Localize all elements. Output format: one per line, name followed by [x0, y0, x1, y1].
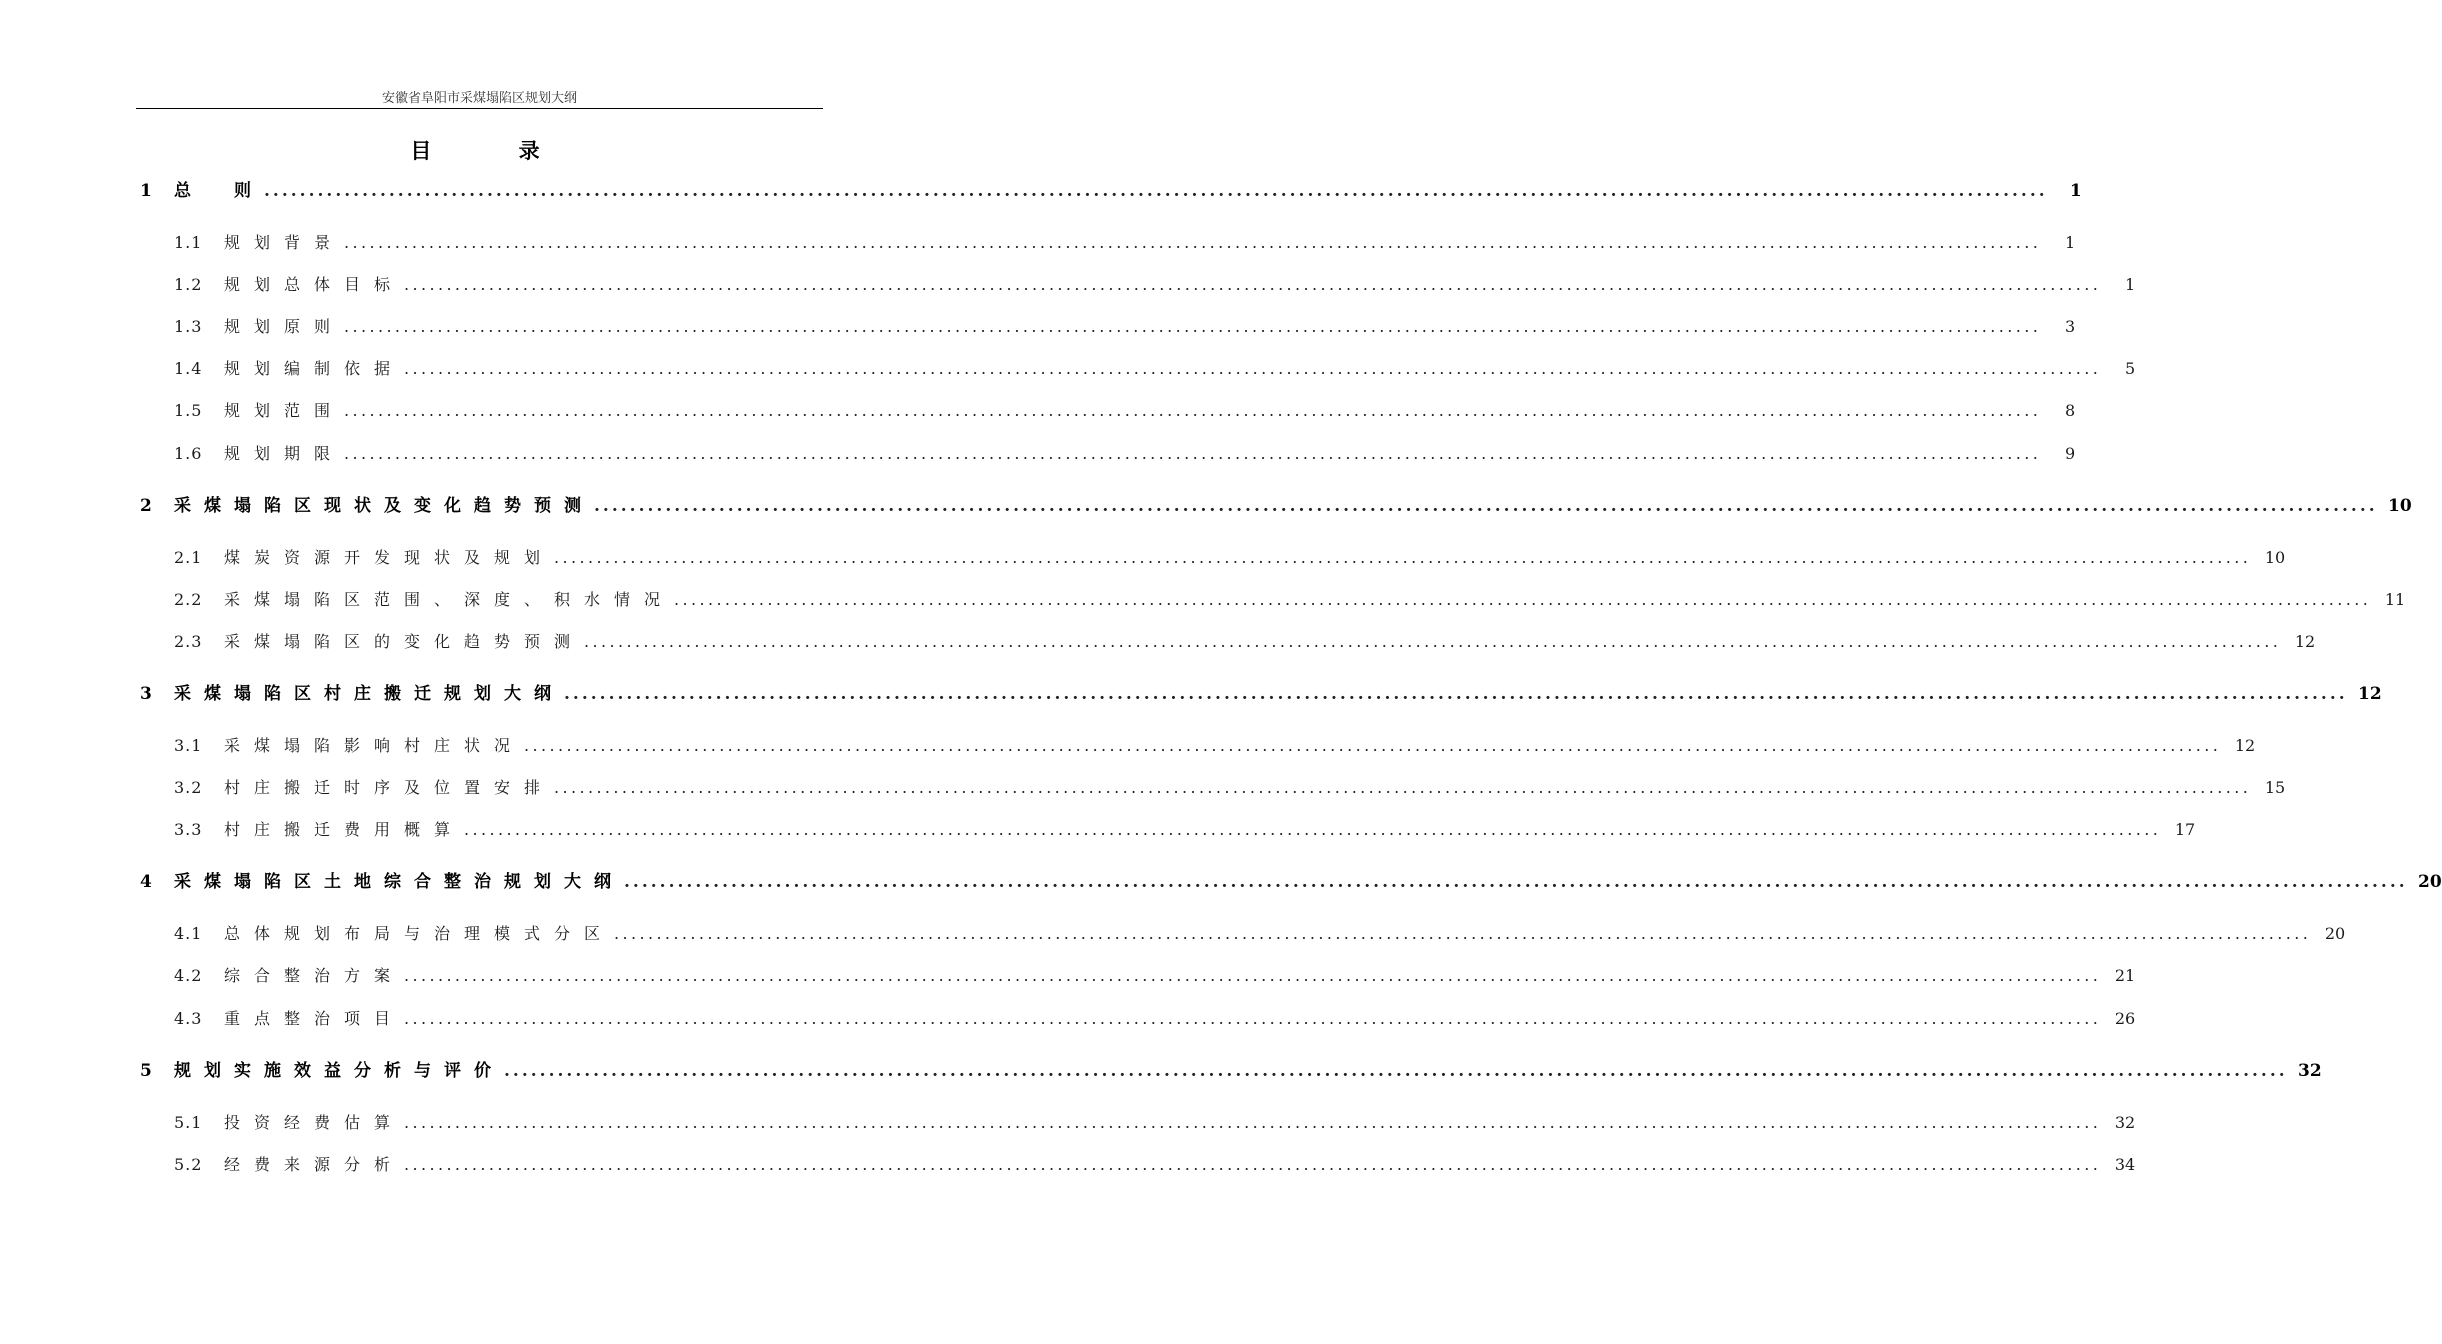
toc-entry-title: 采煤塌陷区的变化趋势预测 [224, 632, 585, 651]
toc-entry-number: 4.3 [174, 1009, 203, 1028]
toc-entry-2-3[interactable] [174, 629, 2316, 655]
toc-leader-dots: ........................................................................................................................................................................................................ [614, 924, 2312, 943]
toc-leader-dots: ........................................................................................................................................................................................................ [554, 548, 2252, 567]
toc-leader-dots: ........................................................................................................................................................................................................ [554, 778, 2252, 797]
toc-entry-number: 4.2 [174, 966, 203, 985]
page-header: 安徽省阜阳市采煤塌陷区规划大纲 [381, 91, 577, 106]
toc-leader-dots: ........................................................................................................................................................................................................ [594, 496, 2378, 516]
toc-entry-number: 1.4 [174, 359, 203, 378]
toc-entry-1-4[interactable] [174, 356, 2136, 382]
toc-entry-number: 3.1 [174, 736, 203, 755]
toc-leader-dots: ........................................................................................................................................................................................................ [264, 181, 2048, 201]
toc-leader-dots: ........................................................................................................................................................................................................ [564, 684, 2348, 704]
toc-entry-title: 村庄搬迁时序及位置安排 [224, 778, 555, 797]
toc-entry-page: 34 [2114, 1155, 2136, 1174]
toc-entry-1-3[interactable] [174, 314, 2076, 340]
toc-entry-3-3[interactable] [174, 817, 2196, 843]
toc-entry-number: 2.2 [174, 590, 203, 609]
toc-leader-dots: ........................................................................................................................................................................................................ [404, 1113, 2102, 1132]
toc-entry-title: 投资经费估算 [224, 1113, 405, 1132]
toc-entry-page: 3 [2065, 317, 2076, 336]
toc-entry-number: 1.5 [174, 401, 203, 420]
toc-entry-number: 2.1 [174, 548, 203, 567]
toc-entry-page: 5 [2125, 359, 2136, 378]
toc-leader-dots: ........................................................................................................................................................................................................ [524, 736, 2222, 755]
toc-entry-number: 2 [140, 496, 152, 516]
toc-leader-dots: ........................................................................................................................................................................................................ [344, 401, 2042, 420]
toc-entry-title: 规划总体目标 [224, 275, 405, 294]
toc-entry-page: 12 [2234, 736, 2256, 755]
toc-leader-dots: ........................................................................................................................................................................................................ [344, 317, 2042, 336]
toc-entry-1-1[interactable] [174, 230, 2076, 256]
toc-entry-1-5[interactable] [174, 398, 2076, 424]
toc-entry-page: 11 [2384, 590, 2406, 609]
toc-entry-number: 3.2 [174, 778, 203, 797]
toc-leader-dots: ........................................................................................................................................................................................................ [404, 1009, 2102, 1028]
toc-entry-number: 4 [140, 872, 152, 892]
toc-entry-number: 3 [140, 684, 152, 704]
toc-entry-page: 15 [2264, 778, 2286, 797]
toc-entry-1-2[interactable] [174, 272, 2136, 298]
toc-entry-page: 17 [2174, 820, 2196, 839]
toc-entry-page: 20 [2324, 924, 2346, 943]
toc-entry-title: 采煤塌陷区土地综合整治规划大纲 [174, 872, 624, 892]
toc-entry-page: 1 [2125, 275, 2136, 294]
toc-leader-dots: ........................................................................................................................................................................................................ [624, 872, 2408, 892]
toc-leader-dots: ........................................................................................................................................................................................................ [344, 233, 2042, 252]
toc-entry-title: 总 则 [174, 181, 264, 201]
toc-entry-page: 32 [2298, 1061, 2322, 1081]
toc-entry-page: 26 [2114, 1009, 2136, 1028]
toc-leader-dots: ........................................................................................................................................................................................................ [504, 1061, 2288, 1081]
toc-entry-page: 32 [2114, 1113, 2136, 1132]
toc-title: 目 录 [410, 138, 580, 163]
toc-entry-1-6[interactable] [174, 441, 2076, 467]
toc-entry-number: 1.2 [174, 275, 203, 294]
toc-entry-page: 1 [2069, 181, 2082, 201]
toc-entry-3-1[interactable] [174, 733, 2256, 759]
toc-entry-title: 规划期限 [224, 444, 345, 463]
toc-entry-title: 规划原则 [224, 317, 345, 336]
toc-entry-title: 采煤塌陷影响村庄状况 [224, 736, 525, 755]
toc-entry-title: 经费来源分析 [224, 1155, 405, 1174]
toc-entry-title: 村庄搬迁费用概算 [224, 820, 465, 839]
toc-entry-number: 5 [140, 1061, 152, 1081]
toc-leader-dots: ........................................................................................................................................................................................................ [674, 590, 2372, 609]
toc-entry-5-1[interactable] [174, 1110, 2136, 1136]
toc-leader-dots: ........................................................................................................................................................................................................ [404, 1155, 2102, 1174]
toc-entry-title: 采煤塌陷区村庄搬迁规划大纲 [174, 684, 564, 704]
toc-entry-page: 21 [2114, 966, 2136, 985]
toc-entry-2[interactable] [140, 493, 2412, 519]
toc-entry-title: 重点整治项目 [224, 1009, 405, 1028]
toc-entry-page: 9 [2065, 444, 2076, 463]
toc-entry-3-2[interactable] [174, 775, 2286, 801]
toc-entry-page: 12 [2358, 684, 2382, 704]
toc-entry-4-2[interactable] [174, 963, 2136, 989]
toc-entry-number: 5.1 [174, 1113, 203, 1132]
toc-entry-2-1[interactable] [174, 545, 2286, 571]
toc-entry-4-1[interactable] [174, 921, 2346, 947]
toc-entry-page: 10 [2264, 548, 2286, 567]
toc-entry-4[interactable] [140, 869, 2442, 895]
toc-entry-page: 20 [2418, 872, 2442, 892]
toc-entry-title: 煤炭资源开发现状及规划 [224, 548, 555, 567]
toc-entry-page: 10 [2388, 496, 2412, 516]
toc-entry-number: 2.3 [174, 632, 203, 651]
toc-leader-dots: ........................................................................................................................................................................................................ [404, 359, 2102, 378]
toc-entry-title: 规划范围 [224, 401, 345, 420]
toc-entry-page: 12 [2294, 632, 2316, 651]
toc-leader-dots: ........................................................................................................................................................................................................ [584, 632, 2282, 651]
toc-entry-number: 3.3 [174, 820, 203, 839]
toc-entry-title: 规划编制依据 [224, 359, 405, 378]
toc-entry-title: 规划实施效益分析与评价 [174, 1061, 504, 1081]
toc-entry-2-2[interactable] [174, 587, 2406, 613]
toc-entry-number: 4.1 [174, 924, 203, 943]
toc-leader-dots: ........................................................................................................................................................................................................ [404, 275, 2102, 294]
toc-entry-title: 规划背景 [224, 233, 345, 252]
toc-leader-dots: ........................................................................................................................................................................................................ [344, 444, 2042, 463]
toc-entry-5[interactable] [140, 1058, 2322, 1084]
toc-entry-number: 1.1 [174, 233, 203, 252]
toc-entry-number: 1.3 [174, 317, 203, 336]
toc-entry-title: 总体规划布局与治理模式分区 [224, 924, 615, 943]
toc-entry-3[interactable] [140, 681, 2382, 707]
toc-leader-dots: ........................................................................................................................................................................................................ [404, 966, 2102, 985]
toc-entry-page: 8 [2065, 401, 2076, 420]
toc-entry-title: 综合整治方案 [224, 966, 405, 985]
toc-entry-title: 采煤塌陷区范围、深度、积水情况 [224, 590, 675, 609]
toc-entry-number: 1 [140, 181, 152, 201]
toc-entry-5-2[interactable] [174, 1152, 2136, 1178]
toc-entry-number: 5.2 [174, 1155, 203, 1174]
toc-entry-page: 1 [2065, 233, 2076, 252]
toc-entry-number: 1.6 [174, 444, 203, 463]
toc-entry-title: 采煤塌陷区现状及变化趋势预测 [174, 496, 594, 516]
toc-entry-4-3[interactable] [174, 1006, 2136, 1032]
toc-entry-1[interactable] [140, 178, 2082, 204]
toc-leader-dots: ........................................................................................................................................................................................................ [464, 820, 2162, 839]
